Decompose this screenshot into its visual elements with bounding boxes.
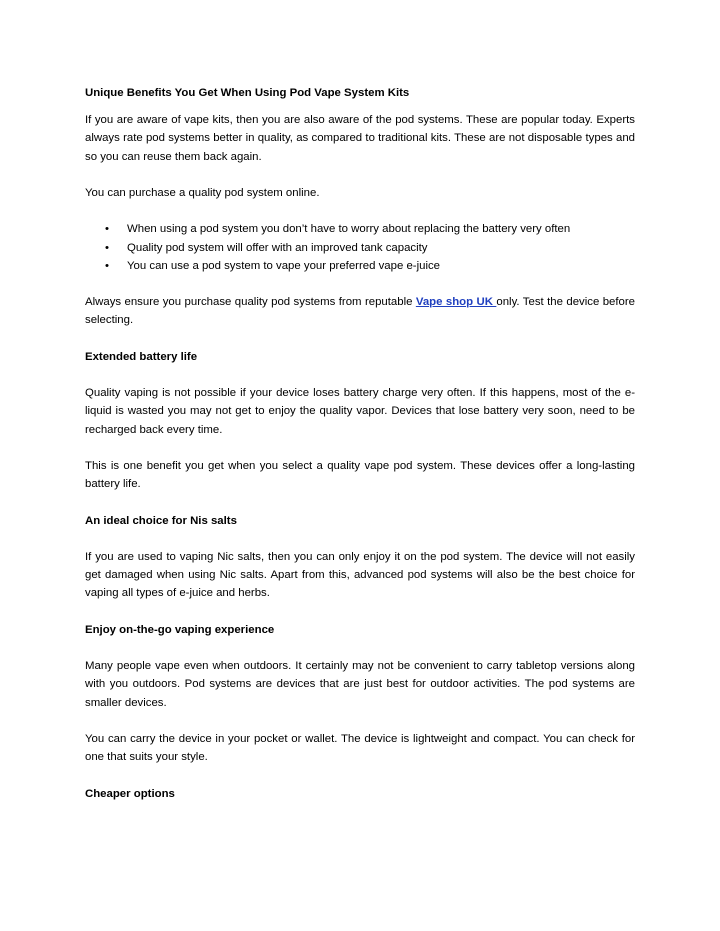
bullet-icon: • (105, 259, 109, 272)
list-item (85, 239, 635, 257)
section-heading-nic-salts: An ideal choice for Nis salts (85, 514, 237, 527)
purchase-online-paragraph: You can purchase a quality pod system online. (85, 187, 320, 199)
list-item (85, 220, 635, 238)
bullet-icon: • (105, 223, 109, 236)
document-title: Unique Benefits You Get When Using Pod Vape System Kits (85, 87, 410, 99)
list-item (85, 257, 635, 275)
benefits-list (85, 220, 635, 275)
nic-salts-paragraph: If you are used to vaping Nic salts, then you can only enjoy it on the pod system. The device will not easily get damaged when using Nic salts. Apart from this, advanced pod systems will also be the best choice for vaping all types of e-juice and herbs. (85, 550, 635, 600)
list-item-text: You can use a pod system to vape your preferred vape e-juice (127, 259, 441, 272)
section-heading-battery: Extended battery life (85, 350, 198, 363)
battery-paragraph-1: Quality vaping is not possible if your device loses battery charge very often. If this happens, most of the e-liquid is wasted you may not get to enjoy the quality vapor. Devices that lose battery very soon, need to be recharged back every time. (85, 387, 635, 436)
paragraph-text: only. Test the device before selecting. (85, 296, 635, 327)
section-heading-cheaper: Cheaper options (85, 787, 175, 800)
list-item-text: Quality pod system will offer with an improved tank capacity (127, 241, 428, 254)
vape-shop-uk-link[interactable]: Vape shop UK (415, 296, 497, 309)
reputable-shop-paragraph (85, 293, 635, 329)
list-item-text: When using a pod system you don’t have to worry about replacing the battery very often (127, 223, 571, 236)
battery-paragraph-2: This is one benefit you get when you select a quality vape pod system. These devices offer a long-lasting battery life. (85, 459, 635, 491)
on-the-go-paragraph-2: You can carry the device in your pocket or wallet. The device is lightweight and compact. You can check for one that suits your style. (85, 732, 635, 764)
intro-paragraph: If you are aware of vape kits, then you are also aware of the pod systems. These are popular today. Experts always rate pod systems better in quality, as compared to traditional kits. These are not disposable types and so you can reuse them back again. (85, 114, 635, 163)
bullet-icon: • (105, 241, 109, 254)
section-heading-on-the-go: Enjoy on-the-go vaping experience (85, 623, 275, 636)
on-the-go-paragraph-1: Many people vape even when outdoors. It certainly may not be convenient to carry tabletop versions along with you outdoors. Pod systems are devices that are just best for outdoor activities. The pod systems are smaller devices. (85, 660, 635, 709)
document-body (85, 84, 635, 803)
paragraph-text: Always ensure you purchase quality pod systems from reputable (85, 296, 416, 309)
